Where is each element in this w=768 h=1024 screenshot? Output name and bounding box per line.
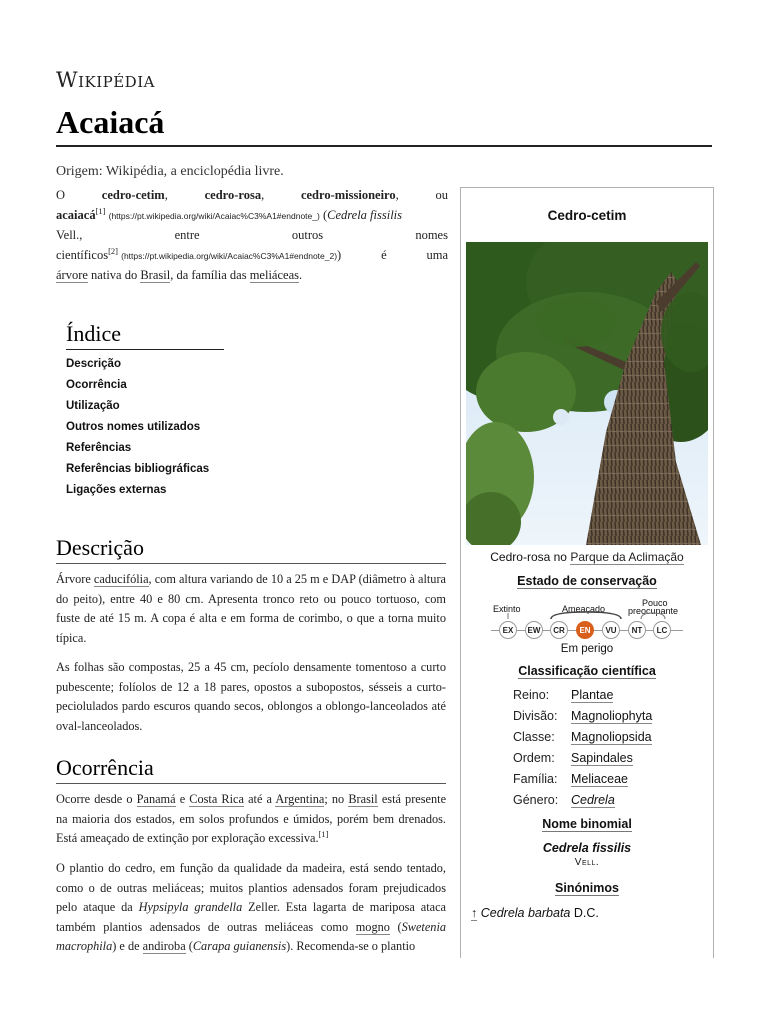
synonym-name: Cedrela barbata	[480, 906, 571, 920]
iucn-brackets	[491, 609, 683, 621]
synonym-backref[interactable]: ↑	[471, 906, 478, 920]
link-brasil-2[interactable]: Brasil	[348, 792, 378, 806]
name-cedro-cetim: cedro-cetim	[101, 188, 165, 202]
iucn-badge-vu: VU	[602, 621, 620, 639]
iucn-scale	[491, 621, 683, 639]
toc-item-outros-nomes[interactable]: Outros nomes utilizados	[66, 421, 201, 433]
toc-title: Índice	[66, 321, 224, 350]
classification-heading[interactable]: Classificação científica	[518, 664, 656, 678]
link-sapindales[interactable]: Sapindales	[571, 751, 633, 765]
link-panama[interactable]: Panamá	[136, 792, 176, 806]
conservation-status: Em perigo	[560, 643, 614, 655]
ref-1[interactable]: [1]	[95, 205, 106, 216]
toc-item-ocorrencia[interactable]: Ocorrência	[66, 379, 127, 391]
carapa-name: Carapa guianensis	[192, 939, 287, 953]
taxon-row-classe: Classe: Magnoliopsida	[513, 730, 652, 744]
taxon-row-ordem: Ordem: Sapindales	[513, 751, 633, 765]
synonyms-heading[interactable]: Sinónimos	[555, 881, 619, 895]
link-mogno[interactable]: mogno	[355, 919, 390, 934]
tree-photo-image	[466, 242, 708, 545]
link-meliaceae[interactable]: Meliaceae	[571, 772, 628, 786]
taxon-row-genero: Género: Cedrela	[513, 793, 615, 807]
taxon-row-divisao: Divisão: Magnoliophyta	[513, 709, 653, 723]
link-argentina[interactable]: Argentina	[275, 792, 325, 806]
scientific-name: Cedrela fissilis	[327, 207, 403, 222]
hypsipyla-name: Hypsipyla grandella	[138, 900, 243, 914]
descricao-paragraph-2: As folhas são compostas, 25 a 45 cm, pecíolo densamente tomentoso a curto pubescente; folíolos de 12 a 18 pares, opostos a subopostos, sésseis a curto-peciolulados pardo escuros quando secos, oblongos a oblongo-lanceolados até oval-lanceolados.	[56, 660, 446, 733]
tree-photo[interactable]	[466, 242, 708, 545]
taxon-row-reino: Reino: Plantae	[513, 688, 614, 702]
conservation-status-heading[interactable]: Estado de conservação	[517, 574, 657, 588]
iucn-label-threatened: Ameaçado	[562, 604, 606, 614]
heading-descricao: Descrição	[56, 535, 446, 564]
iucn-badge-ew: EW	[525, 621, 543, 639]
iucn-label-extinct: Extinto	[493, 604, 521, 614]
iucn-badge-en: EN	[576, 621, 594, 639]
ocorrencia-paragraph-1: Ocorre desde o Panamá e Costa Rica até a Argentina; no Brasil está presente na maioria dos estados, em solos profundos e úmidos, porém bem drenados. Está ameaçado de extinção por exploração excessiva.[1]	[56, 792, 447, 845]
synonym-item	[471, 906, 599, 920]
toc-item-ligacoes-externas[interactable]: Ligações externas	[66, 484, 167, 496]
synonym-author: D.C.	[573, 906, 599, 920]
link-plantae[interactable]: Plantae	[571, 688, 614, 702]
iucn-badge-cr: CR	[550, 621, 568, 639]
name-cedro-rosa: cedro-rosa	[204, 188, 262, 202]
binomial-heading[interactable]: Nome binomial	[542, 817, 632, 831]
ocorrencia-paragraph-2: O plantio do cedro, em função da qualidade da madeira, está sendo tentado, como o de outras meliáceas; muitos plantios adensados foram prejudicados pelo ataque da Hypsipyla grandella Zeller. Esta lagarta de mariposa ataca também plantios adensados de outras meliáceas como mogno (Swetenia macrophila) e de andiroba (Carapa guianensis). Recomenda-se o plantio	[56, 861, 447, 953]
link-costa-rica[interactable]: Costa Rica	[189, 792, 244, 806]
wikipedia-wordmark: Wikipédia	[56, 68, 155, 92]
iucn-badge-lc: LC	[653, 621, 671, 639]
infobox-title: Cedro-cetim	[547, 208, 627, 223]
link-magnoliopsida[interactable]: Magnoliopsida	[571, 730, 652, 744]
lead-paragraph: O cedro-cetim, cedro-rosa, cedro-missioneiro, ou acaiacá[1] (https://pt.wikipedia.org/wiki/Acaiac%C3%A1#endnote_) (Cedrela fissilis Vell., entre outros nomes científicos[2] (https://pt.wikipedia.org/wiki/Acaiac%C3%A1#endnote_2)) é uma árvore nativa do Brasil, da família das meliáceas.	[56, 188, 448, 282]
endnote-url-2[interactable]: (https://pt.wikipedia.org/wiki/Acaiac%C3%A1#endnote_2)	[121, 250, 338, 261]
link-meliaceas[interactable]: meliáceas	[249, 268, 299, 282]
ref-1b[interactable]: [1]	[318, 829, 329, 839]
link-andiroba[interactable]: andiroba	[142, 939, 186, 953]
link-caducifolia[interactable]: caducifólia	[93, 572, 149, 586]
toc-item-descricao[interactable]: Descrição	[66, 358, 121, 370]
descricao-paragraph-1: Árvore caducifólia, com altura variando de 10 a 25 m e DAP (diâmetro à altura do peito), entre 40 e 80 cm. Apresenta tronco reto ou pouco tortuoso, com fuste de até 15 m. A copa é alta e em forma de corimbo, o que a torna muito típica.	[56, 572, 446, 645]
endnote-url-1[interactable]: (https://pt.wikipedia.org/wiki/Acaiac%C3%A1#endnote_)	[108, 210, 320, 221]
page-title: Acaiacá	[56, 104, 165, 140]
heading-ocorrencia: Ocorrência	[56, 755, 446, 784]
link-arvore[interactable]: árvore	[56, 268, 88, 282]
binomial-authority: Vell.	[574, 857, 600, 868]
name-cedro-missioneiro: cedro-missioneiro	[300, 188, 396, 202]
link-parque-aclimacao[interactable]: Parque da Aclimação	[570, 550, 684, 564]
link-magnoliophyta[interactable]: Magnoliophyta	[571, 709, 653, 723]
iucn-badge-ex: EX	[499, 621, 517, 639]
iucn-label-least-1: Pouco	[642, 598, 668, 608]
iucn-label-least-2: preocupante	[628, 606, 679, 616]
toc-item-referencias[interactable]: Referências	[66, 442, 132, 454]
table-of-contents	[66, 321, 366, 501]
iucn-badge-nt: NT	[628, 621, 646, 639]
link-brasil[interactable]: Brasil	[140, 268, 171, 282]
taxon-row-familia: Família: Meliaceae	[513, 772, 628, 786]
origin-note: Origem: Wikipédia, a enciclopédia livre.	[56, 164, 284, 179]
toc-item-referencias-bibliograficas[interactable]: Referências bibliográficas	[66, 463, 210, 475]
taxobox	[460, 187, 714, 958]
photo-caption: Cedro-rosa no Parque da Aclimação	[490, 550, 684, 564]
link-cedrela[interactable]: Cedrela	[571, 793, 615, 807]
ref-2[interactable]: [2]	[108, 245, 118, 256]
name-acaiaca: acaiacá	[56, 207, 96, 222]
swietenia-name: Swetenia macrophila	[56, 919, 447, 953]
toc-item-utilizacao[interactable]: Utilização	[66, 400, 120, 412]
binomial-name: Cedrela fissilis	[542, 841, 632, 855]
title-divider	[56, 145, 712, 147]
